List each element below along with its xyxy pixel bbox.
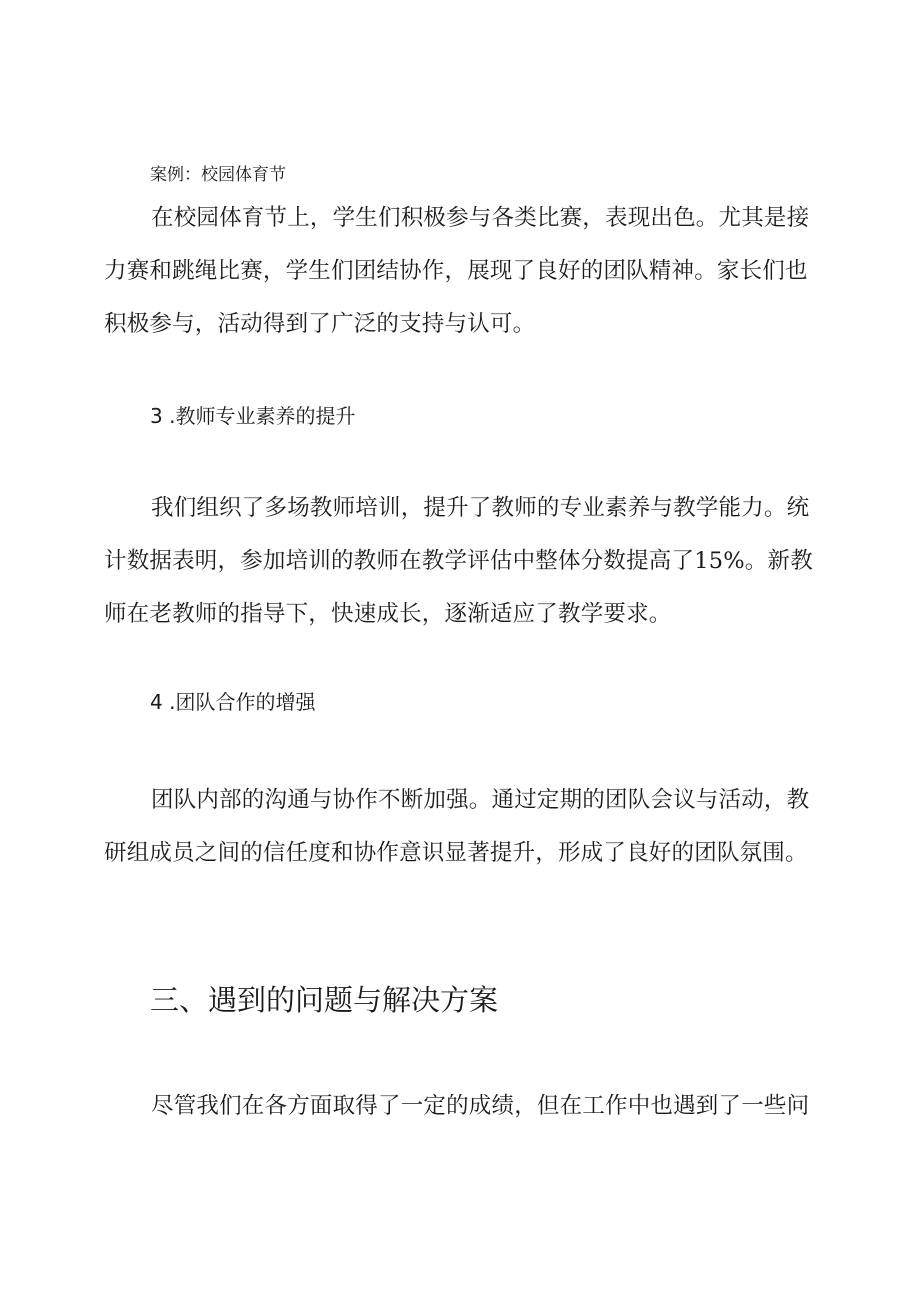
paragraph-sports-festival: 在校园体育节上，学生们积极参与各类比赛，表现出色。尤其是接力赛和跳绳比赛，学生们团结协作，展现了良好的团队精神。家长们也积极参与，活动得到了广泛的支持与认可。 bbox=[104, 205, 810, 337]
paragraph-teamwork: 团队内部的沟通与协作不断加强。通过定期的团队会议与活动，教研组成员之间的信任度和协作意识显著提升，形成了良好的团队氛围。 bbox=[104, 787, 810, 866]
subheading-teacher-quality: 3 .教师专业素养的提升 bbox=[150, 404, 356, 428]
paragraph-problems-intro: 尽管我们在各方面取得了一定的成绩，但在工作中也遇到了一些问 bbox=[151, 1093, 810, 1119]
subheading-teamwork: 4 .团队合作的增强 bbox=[150, 690, 316, 714]
section-heading-problems: 三、遇到的问题与解决方案 bbox=[150, 983, 499, 1017]
case-title: 案例：校园体育节 bbox=[150, 165, 286, 185]
paragraph-teacher-training: 我们组织了多场教师培训，提升了教师的专业素养与教学能力。统计数据表明，参加培训的教师在教学评估中整体分数提高了15%。新教师在老教师的指导下，快速成长，逐渐适应了教学要求。 bbox=[104, 495, 813, 627]
